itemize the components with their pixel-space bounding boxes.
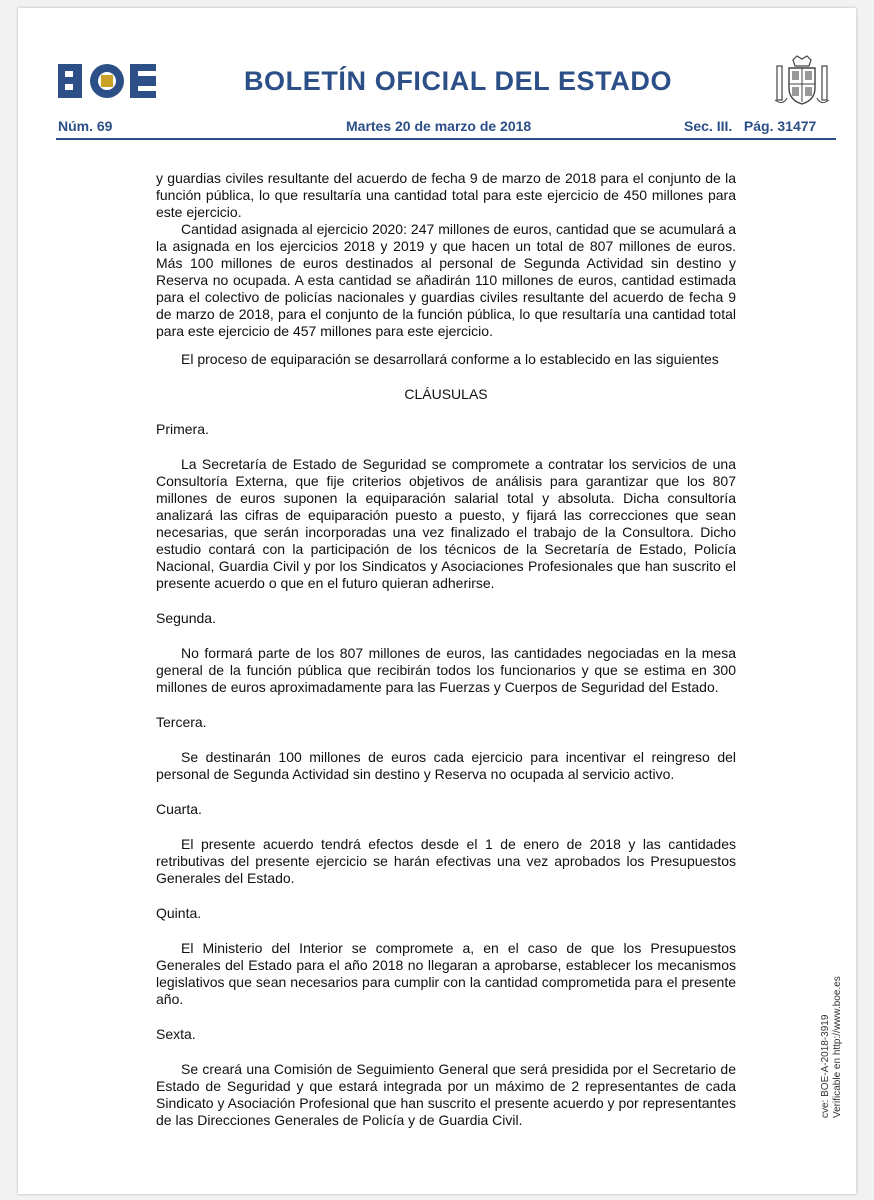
issue-date: Martes 20 de marzo de 2018 [346,118,532,134]
document-page [18,8,856,1194]
section-and-page: Sec. III. Pág. 31477 [684,118,817,134]
clause-heading: Primera. [156,421,209,437]
clause-text: Se destinarán 100 millones de euros cada ejercicio para incentivar el reingreso del personal de Segunda Actividad sin destino y Reserva no ocupada al servicio activo. [156,749,736,782]
clause-heading: Tercera. [156,714,207,730]
paragraph: Cantidad asignada al ejercicio 2020: 247 millones de euros, cantidad que se acumulará a la asignada en los ejercicios 2018 y 2019 y que hacen un total de 807 millones de euros. Más 100 millones de euros destinados al personal de Segunda Actividad sin destino y Reserva no ocupada. A esta cantidad se añadirán 110 millones de euros, cantidad estimada para el colectivo de policías nacionales y guardias civiles resultante del acuerdo de fecha 9 de marzo de 2018, para el conjunto de la función pública, lo que resultaría una cantidad total para este ejercicio de 457 millones para este ejercicio. [156,221,736,339]
header-rule [56,138,836,140]
gazette-title: BOLETÍN OFICIAL DEL ESTADO [243,66,673,96]
boe-logo [56,60,160,102]
paragraph: y guardias civiles resultante del acuerdo de fecha 9 de marzo de 2018 para el conjunto de la función pública, lo que resultaría una cantidad total para este ejercicio de 450 millones para este ejercicio. [156,170,736,220]
clause-text: No formará parte de los 807 millones de euros, las cantidades negociadas en la mesa general de la función pública que recibirán todos los funcionarios y que se estima en 300 millones de euros aproximadamente para las Fuerzas y Cuerpos de Seguridad del Estado. [156,645,736,695]
clause-text: El presente acuerdo tendrá efectos desde el 1 de enero de 2018 y las cantidades retributivas del presente ejercicio se harán efectivas una vez aprobados los Presupuestos Generales del Estado. [156,836,736,886]
clause-text: La Secretaría de Estado de Seguridad se compromete a contratar los servicios de una Consultoría Externa, que fije criterios objetivos de análisis para garantizar que los 807 millones de euros suponen la equiparación salarial total y absoluta. Dicha consultoría analizará las cifras de equiparación puesto a puesto, y fijará las correcciones que sean necesarias, que serán incorporadas una vez finalizado el trabajo de la Consultora. Dicho estudio contará con la participación de los técnicos de la Secretaría de Estado, Policía Nacional, Guardia Civil y por los Sindicatos y Asociaciones Profesionales que han suscrito el presente acuerdo o que en el futuro quieran adherirse. [156,456,736,591]
clause-heading: Quinta. [156,905,202,921]
clause-text: Se creará una Comisión de Seguimiento General que será presidida por el Secretario de Estado de Seguridad y que estará integrada por un máximo de 2 representantes de cada Sindicato y Asociación Profesional que han suscrito el presente acuerdo y por representantes de las Direcciones Generales de Policía y de Guardia Civil. [156,1061,736,1128]
issue-number: Núm. 69 [58,118,113,134]
spain-coat-of-arms-icon [773,54,831,110]
clause-heading: Segunda. [156,610,216,626]
paragraph: El proceso de equiparación se desarrollará conforme a lo establecido en las siguientes [181,351,719,367]
clause-text: El Ministerio del Interior se compromete a, en el caso de que los Presupuestos Generales del Estado para el año 2018 no llegaran a aprobarse, establecer los mecanismos legislativos que sean necesarios para cumplir con la cantidad comprometida para el presente año. [156,940,736,1007]
verification-url: Verificable en http://www.boe.es [832,976,843,1118]
clausulas-heading: CLÁUSULAS [404,386,488,402]
verification-note [820,976,844,1118]
document-body [156,170,736,1129]
clause-heading: Cuarta. [156,801,202,817]
clause-heading: Sexta. [156,1026,196,1042]
cve-code: cve: BOE-A-2018-3919 [820,1014,831,1118]
